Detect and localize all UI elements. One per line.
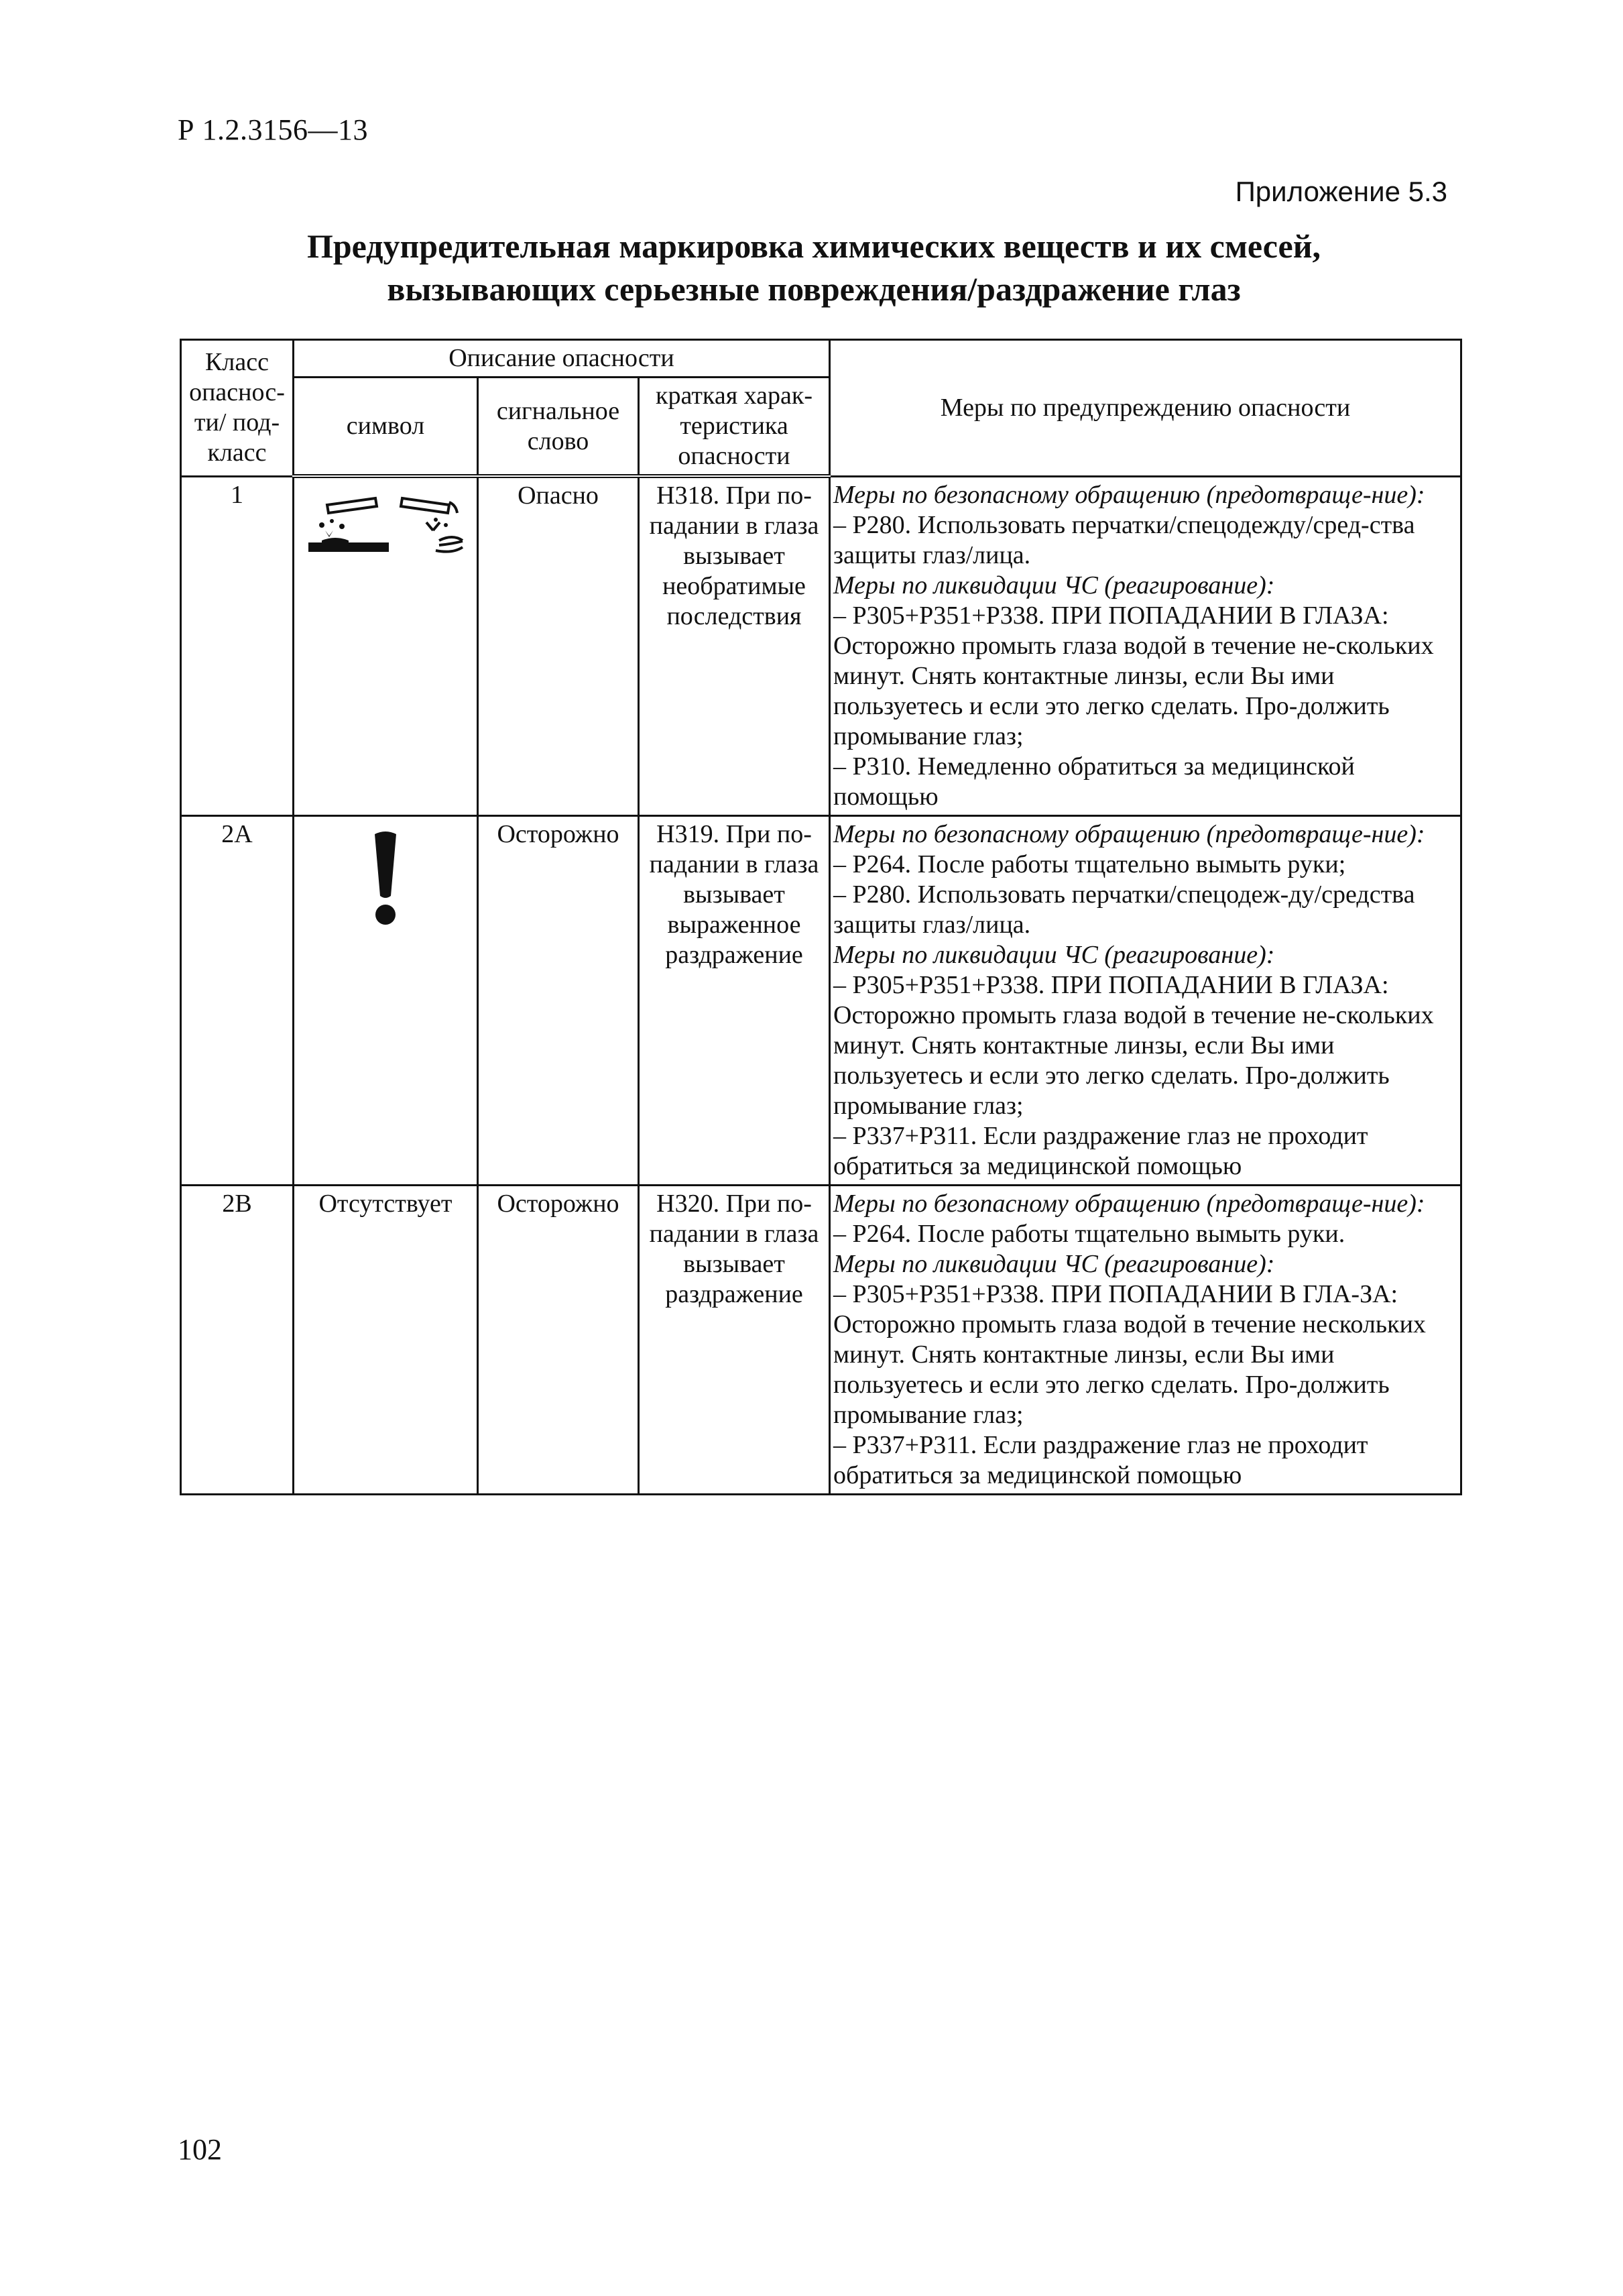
header-signal-word: сигнальное слово xyxy=(478,378,639,477)
symbol-cell xyxy=(294,476,478,815)
measures-cell xyxy=(830,476,1461,815)
measures-cell xyxy=(830,815,1461,1185)
prevention-line: – P264. После работы тщательно вымыть руки. xyxy=(833,1219,1345,1248)
table-row xyxy=(181,476,1461,815)
signal-word-cell: Опасно xyxy=(478,476,639,815)
response-line: – P305+P351+P338. ПРИ ПОПАДАНИИ В ГЛАЗА: Осторожно промыть глаза водой в течение не-скольких минут. Снять контактные линзы, если Вы ими пользуетесь и если это легко сделать. Про-должить промывание глаз; xyxy=(833,601,1434,750)
hazard-table xyxy=(180,339,1462,1495)
class-cell: 2A xyxy=(181,815,294,1185)
document-code: Р 1.2.3156—13 xyxy=(178,113,368,146)
header-symbol: символ xyxy=(294,378,478,477)
response-line: – P305+P351+P338. ПРИ ПОПАДАНИИ В ГЛАЗА: Осторожно промыть глаза водой в течение не-скольких минут. Снять контактные линзы, если Вы ими пользуетесь и если это легко сделать. Про-должить промывание глаз; xyxy=(833,970,1434,1120)
page-number: 102 xyxy=(178,2133,222,2166)
prevention-title: Меры по безопасному обращению (предотвраще-ние): xyxy=(833,480,1425,509)
exclamation-icon xyxy=(365,829,406,929)
response-line: – P337+P311. Если раздражение глаз не проходит обратиться за медицинской помощью xyxy=(833,1430,1368,1489)
page-title xyxy=(178,225,1450,310)
response-title: Меры по ликвидации ЧС (реагирование): xyxy=(833,1249,1275,1278)
title-line-2: вызывающих серьезные повреждения/раздражение глаз xyxy=(387,270,1241,308)
prevention-title: Меры по безопасному обращению (предотвраще-ние): xyxy=(833,1189,1425,1218)
title-line-1: Предупредительная маркировка химических веществ и их смесей, xyxy=(306,227,1321,265)
table-row xyxy=(181,815,1461,1185)
signal-word-cell: Осторожно xyxy=(478,1185,639,1494)
response-line: – P310. Немедленно обратиться за медицинской помощью xyxy=(833,752,1355,811)
corrosion-icon xyxy=(302,490,469,564)
header-hazard-description: Описание опасности xyxy=(294,340,830,378)
header-row-1 xyxy=(181,340,1461,378)
short-characteristic-cell: H320. При по-падании в глаза вызывает раздражение xyxy=(639,1185,830,1494)
measures-cell xyxy=(830,1185,1461,1494)
signal-word-cell: Осторожно xyxy=(478,815,639,1185)
class-cell: 1 xyxy=(181,476,294,815)
response-title: Меры по ликвидации ЧС (реагирование): xyxy=(833,571,1275,599)
prevention-line: – P280. Использовать перчатки/спецодеж-ду/средства защиты глаз/лица. xyxy=(833,880,1415,939)
response-line: – P305+P351+P338. ПРИ ПОПАДАНИИ В ГЛА-ЗА: Осторожно промыть глаза водой в течение нескольких минут. Снять контактные линзы, если Вы ими пользуетесь и если это легко сделать. Про-должить промывание глаз; xyxy=(833,1279,1426,1429)
symbol-cell xyxy=(294,815,478,1185)
prevention-line: – P264. После работы тщательно вымыть руки; xyxy=(833,850,1346,878)
table-row xyxy=(181,1185,1461,1494)
appendix-label: Приложение 5.3 xyxy=(1235,176,1447,207)
prevention-title: Меры по безопасному обращению (предотвраще-ние): xyxy=(833,819,1425,848)
response-line: – P337+P311. Если раздражение глаз не проходит обратиться за медицинской помощью xyxy=(833,1121,1368,1180)
symbol-cell: Отсутствует xyxy=(294,1185,478,1494)
header-short-characteristic: краткая харак-теристика опасности xyxy=(639,378,830,477)
prevention-line: – P280. Использовать перчатки/спецодежду/сред-ства защиты глаз/лица. xyxy=(833,510,1415,569)
header-class: Класс опаснос-ти/ под-класс xyxy=(181,340,294,477)
short-characteristic-cell: H318. При по-падании в глаза вызывает необратимые последствия xyxy=(639,476,830,815)
header-measures: Меры по предупреждению опасности xyxy=(830,340,1461,477)
short-characteristic-cell: H319. При по-падании в глаза вызывает выраженное раздражение xyxy=(639,815,830,1185)
class-cell: 2B xyxy=(181,1185,294,1494)
response-title: Меры по ликвидации ЧС (реагирование): xyxy=(833,940,1275,969)
